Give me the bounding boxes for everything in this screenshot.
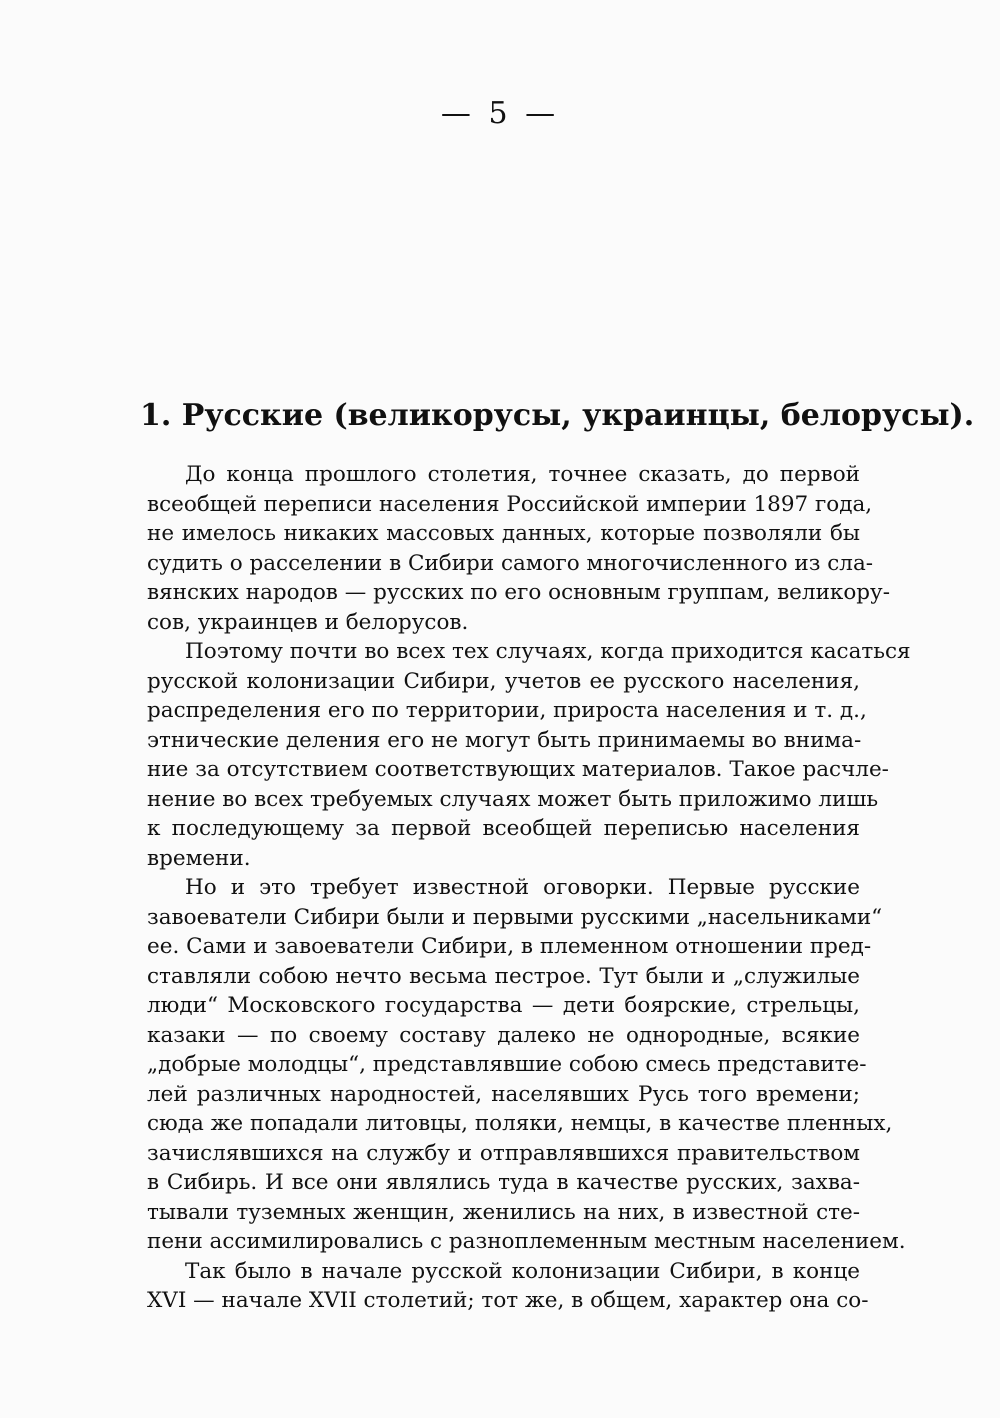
text-line: Так было в начале русской колонизации Сибири, в конце (185, 1258, 860, 1284)
text-line: пени ассимилировались с разноплеменным местным населением. (147, 1229, 906, 1254)
text-line: Но и это требует известной оговорки. Первые русские (185, 875, 860, 900)
text-line: лей различных народностей, населявших Русь того времени; (147, 1081, 860, 1107)
text-line: „добрые молодцы“, представлявшие собою смесь представите- (147, 1052, 867, 1077)
text-line: До конца прошлого столетия, точнее сказать, до первой (185, 462, 860, 487)
text-line: зачислявшихся на службу и отправлявшихся правительством (147, 1140, 860, 1166)
text-line: нение во всех требуемых случаях может быть приложимо лишь (147, 786, 879, 812)
paragraph-4 (147, 1257, 869, 1316)
text-line: судить о расселении в Сибири самого многочисленного из сла- (147, 550, 874, 576)
text-line: сов, украинцев и белорусов. (147, 609, 469, 635)
text-line: вянских народов — русских по его основным группам, великору- (147, 580, 890, 605)
text-line: ее. Сами и завоеватели Сибири, в племенном отношении пред- (147, 934, 872, 959)
body-text (147, 460, 911, 1316)
paragraph-2 (147, 637, 911, 873)
text-line: казаки — по своему составу далеко не однородные, всякие (147, 1022, 860, 1048)
paragraph-3 (147, 873, 906, 1257)
text-line: XVI — начале XVII столетий; тот же, в общем, характер она со- (147, 1288, 869, 1313)
text-line: к последующему за первой всеобщей переписью населения (147, 816, 860, 841)
text-line: русской колонизации Сибири, учетов ее русского населения, (147, 668, 860, 694)
text-line: люди“ Московского государства — дети боярские, стрельцы, (147, 993, 860, 1018)
page-number: — 5 — (440, 96, 560, 131)
text-line: Поэтому почти во всех тех случаях, когда приходится касаться (185, 639, 911, 664)
text-line: времени. (147, 845, 251, 871)
text-line: завоеватели Сибири были и первыми русскими „насельниками“ (147, 904, 883, 930)
text-line: распределения его по территории, прироста населения и т. д., (147, 698, 867, 723)
paragraph-1 (147, 460, 890, 637)
text-line: ние за отсутствием соответствующих материалов. Такое расчле- (147, 757, 889, 782)
text-line: сюда же попадали литовцы, поляки, немцы, в качестве пленных, (147, 1111, 893, 1136)
text-line: ставляли собою нечто весьма пестрое. Тут были и „служилые (147, 963, 860, 989)
text-line: всеобщей переписи населения Российской империи 1897 года, (147, 491, 873, 517)
text-line: не имелось никаких массовых данных, которые позволяли бы (147, 521, 860, 546)
text-line: этнические деления его не могут быть принимаемы во внима- (147, 727, 862, 753)
section-heading: 1. Русские (великорусы, украинцы, белорусы). (140, 398, 975, 433)
text-line: тывали туземных женщин, женились на них, в известной сте- (147, 1199, 860, 1225)
text-line: в Сибирь. И все они являлись туда в качестве русских, захва- (147, 1170, 860, 1195)
